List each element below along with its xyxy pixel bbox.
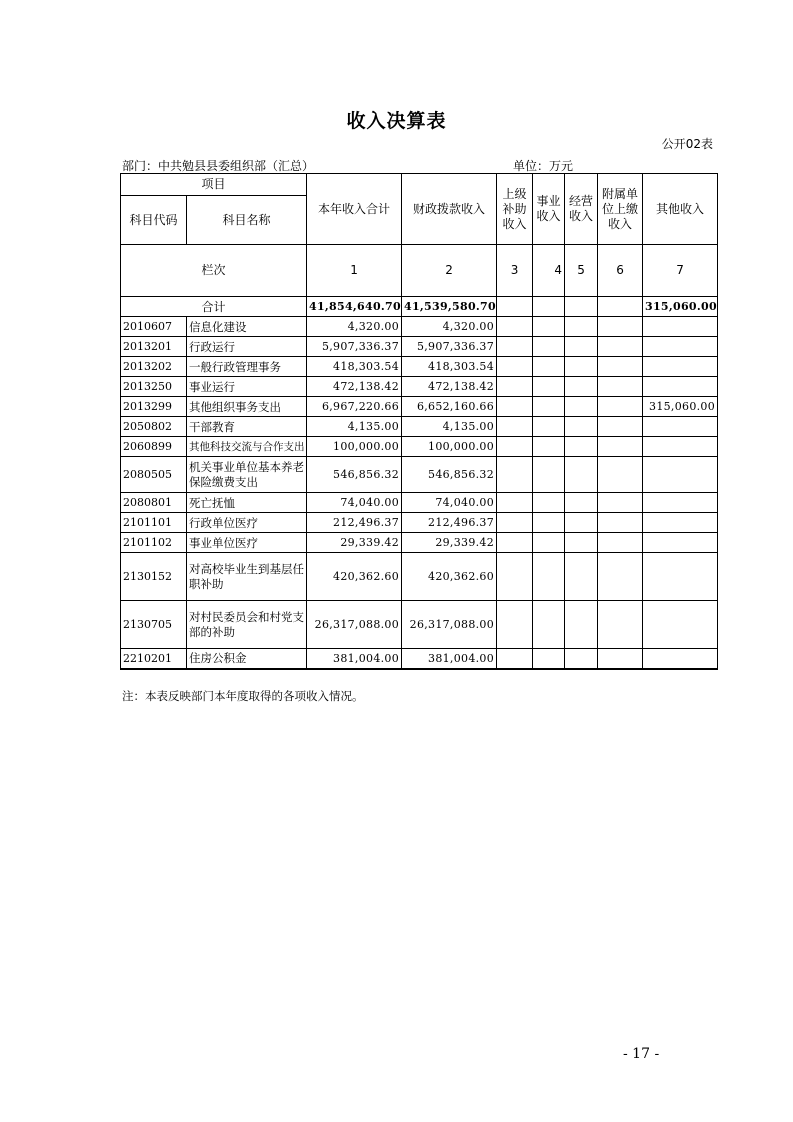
row-name: 机关事业单位基本养老保险缴费支出 [187,457,307,493]
table-row [121,553,718,601]
header-row-1 [121,174,718,196]
row-code: 2013299 [121,397,187,417]
row-name: 信息化建设 [187,317,307,337]
department-label: 部门：中共勉县县委组织部（汇总） [122,159,315,173]
row-name: 一般行政管理事务 [187,357,307,377]
row-total: 4,135.00 [307,417,402,437]
row-other [643,493,718,513]
table-row [121,457,718,493]
row-code: 2060899 [121,437,187,457]
col-number-4: 4 [533,245,565,297]
row-other [643,533,718,553]
row-name: 死亡抚恤 [187,493,307,513]
row-fiscal: 100,000.00 [402,437,497,457]
row-other [643,553,718,601]
row-total: 6,967,220.66 [307,397,402,417]
row-total: 5,907,336.37 [307,337,402,357]
row-code: 2130705 [121,601,187,649]
table-row [121,397,718,417]
header-item: 项目 [121,174,307,196]
row-fiscal: 418,303.54 [402,357,497,377]
header-superior: 上级补助收入 [497,174,533,245]
row-total: 4,320.00 [307,317,402,337]
row-total: 472,138.42 [307,377,402,397]
row-fiscal: 212,496.37 [402,513,497,533]
row-fiscal: 472,138.42 [402,377,497,397]
row-fiscal: 5,907,336.37 [402,337,497,357]
table-row [121,417,718,437]
row-fiscal: 6,652,160.66 [402,397,497,417]
table-row [121,513,718,533]
table-row [121,317,718,337]
header-business: 事业收入 [533,174,565,245]
row-total: 546,856.32 [307,457,402,493]
row-fiscal: 4,320.00 [402,317,497,337]
total-income-value: 41,854,640.70 [307,297,402,317]
row-other [643,457,718,493]
table-row [121,533,718,553]
total-fiscal-value: 41,539,580.70 [402,297,497,317]
unit-label: 单位：万元 [513,159,574,173]
row-name: 事业运行 [187,377,307,397]
row-code: 2101102 [121,533,187,553]
total-superior-value [497,297,533,317]
row-total: 29,339.42 [307,533,402,553]
table-row [121,357,718,377]
row-total: 381,004.00 [307,649,402,669]
row-other [643,649,718,669]
header-name: 科目名称 [187,196,307,245]
row-code: 2050802 [121,417,187,437]
col-number-2: 2 [402,245,497,297]
row-other [643,437,718,457]
header-operating: 经营收入 [565,174,598,245]
total-label: 合计 [121,297,307,317]
row-code: 2080801 [121,493,187,513]
row-name: 对高校毕业生到基层任职补助 [187,553,307,601]
row-code: 2101101 [121,513,187,533]
row-other [643,377,718,397]
col-number-3: 3 [497,245,533,297]
total-other-value: 315,060.00 [643,297,718,317]
form-number: 公开02表 [661,137,713,151]
row-fiscal: 4,135.00 [402,417,497,437]
row-other [643,601,718,649]
col-number-1: 1 [307,245,402,297]
row-code: 2013201 [121,337,187,357]
row-name: 事业单位医疗 [187,533,307,553]
table-row [121,337,718,357]
table-note: 注：本表反映部门本年度取得的各项收入情况。 [122,689,364,703]
table-row [121,493,718,513]
row-fiscal: 381,004.00 [402,649,497,669]
row-other [643,337,718,357]
page-title: 收入决算表 [346,110,447,132]
row-name: 对村民委员会和村党支部的补助 [187,601,307,649]
row-other [643,417,718,437]
col-number-6: 6 [598,245,643,297]
column-number-row [121,245,718,297]
row-code: 2080505 [121,457,187,493]
row-code: 2210201 [121,649,187,669]
header-other: 其他收入 [643,174,718,245]
row-total: 420,362.60 [307,553,402,601]
row-name: 干部教育 [187,417,307,437]
row-total: 418,303.54 [307,357,402,377]
row-other [643,317,718,337]
row-name: 其他组织事务支出 [187,397,307,417]
col-row-label: 栏次 [121,245,307,297]
row-total: 100,000.00 [307,437,402,457]
total-row [121,297,718,317]
row-name: 其他科技交流与合作支出 [187,437,307,457]
header-code: 科目代码 [121,196,187,245]
row-other [643,357,718,377]
table-row [121,649,718,669]
total-business-value [533,297,565,317]
page-number: - 17 - [623,1046,660,1062]
total-operating-value [565,297,598,317]
row-code: 2013250 [121,377,187,397]
row-fiscal: 29,339.42 [402,533,497,553]
row-code: 2130152 [121,553,187,601]
col-number-5: 5 [565,245,598,297]
header-affiliated: 附属单位上缴收入 [598,174,643,245]
row-name: 住房公积金 [187,649,307,669]
table-row [121,377,718,397]
table-row [121,601,718,649]
row-code: 2013202 [121,357,187,377]
row-total: 212,496.37 [307,513,402,533]
table-row [121,437,718,457]
row-other: 315,060.00 [643,397,718,417]
header-total-income: 本年收入合计 [307,174,402,245]
row-fiscal: 74,040.00 [402,493,497,513]
row-total: 74,040.00 [307,493,402,513]
row-code: 2010607 [121,317,187,337]
income-table [120,173,718,670]
row-name: 行政运行 [187,337,307,357]
row-total: 26,317,088.00 [307,601,402,649]
header-fiscal: 财政拨款收入 [402,174,497,245]
row-fiscal: 26,317,088.00 [402,601,497,649]
row-name: 行政单位医疗 [187,513,307,533]
row-fiscal: 420,362.60 [402,553,497,601]
col-number-7: 7 [643,245,718,297]
row-other [643,513,718,533]
row-fiscal: 546,856.32 [402,457,497,493]
total-affiliated-value [598,297,643,317]
